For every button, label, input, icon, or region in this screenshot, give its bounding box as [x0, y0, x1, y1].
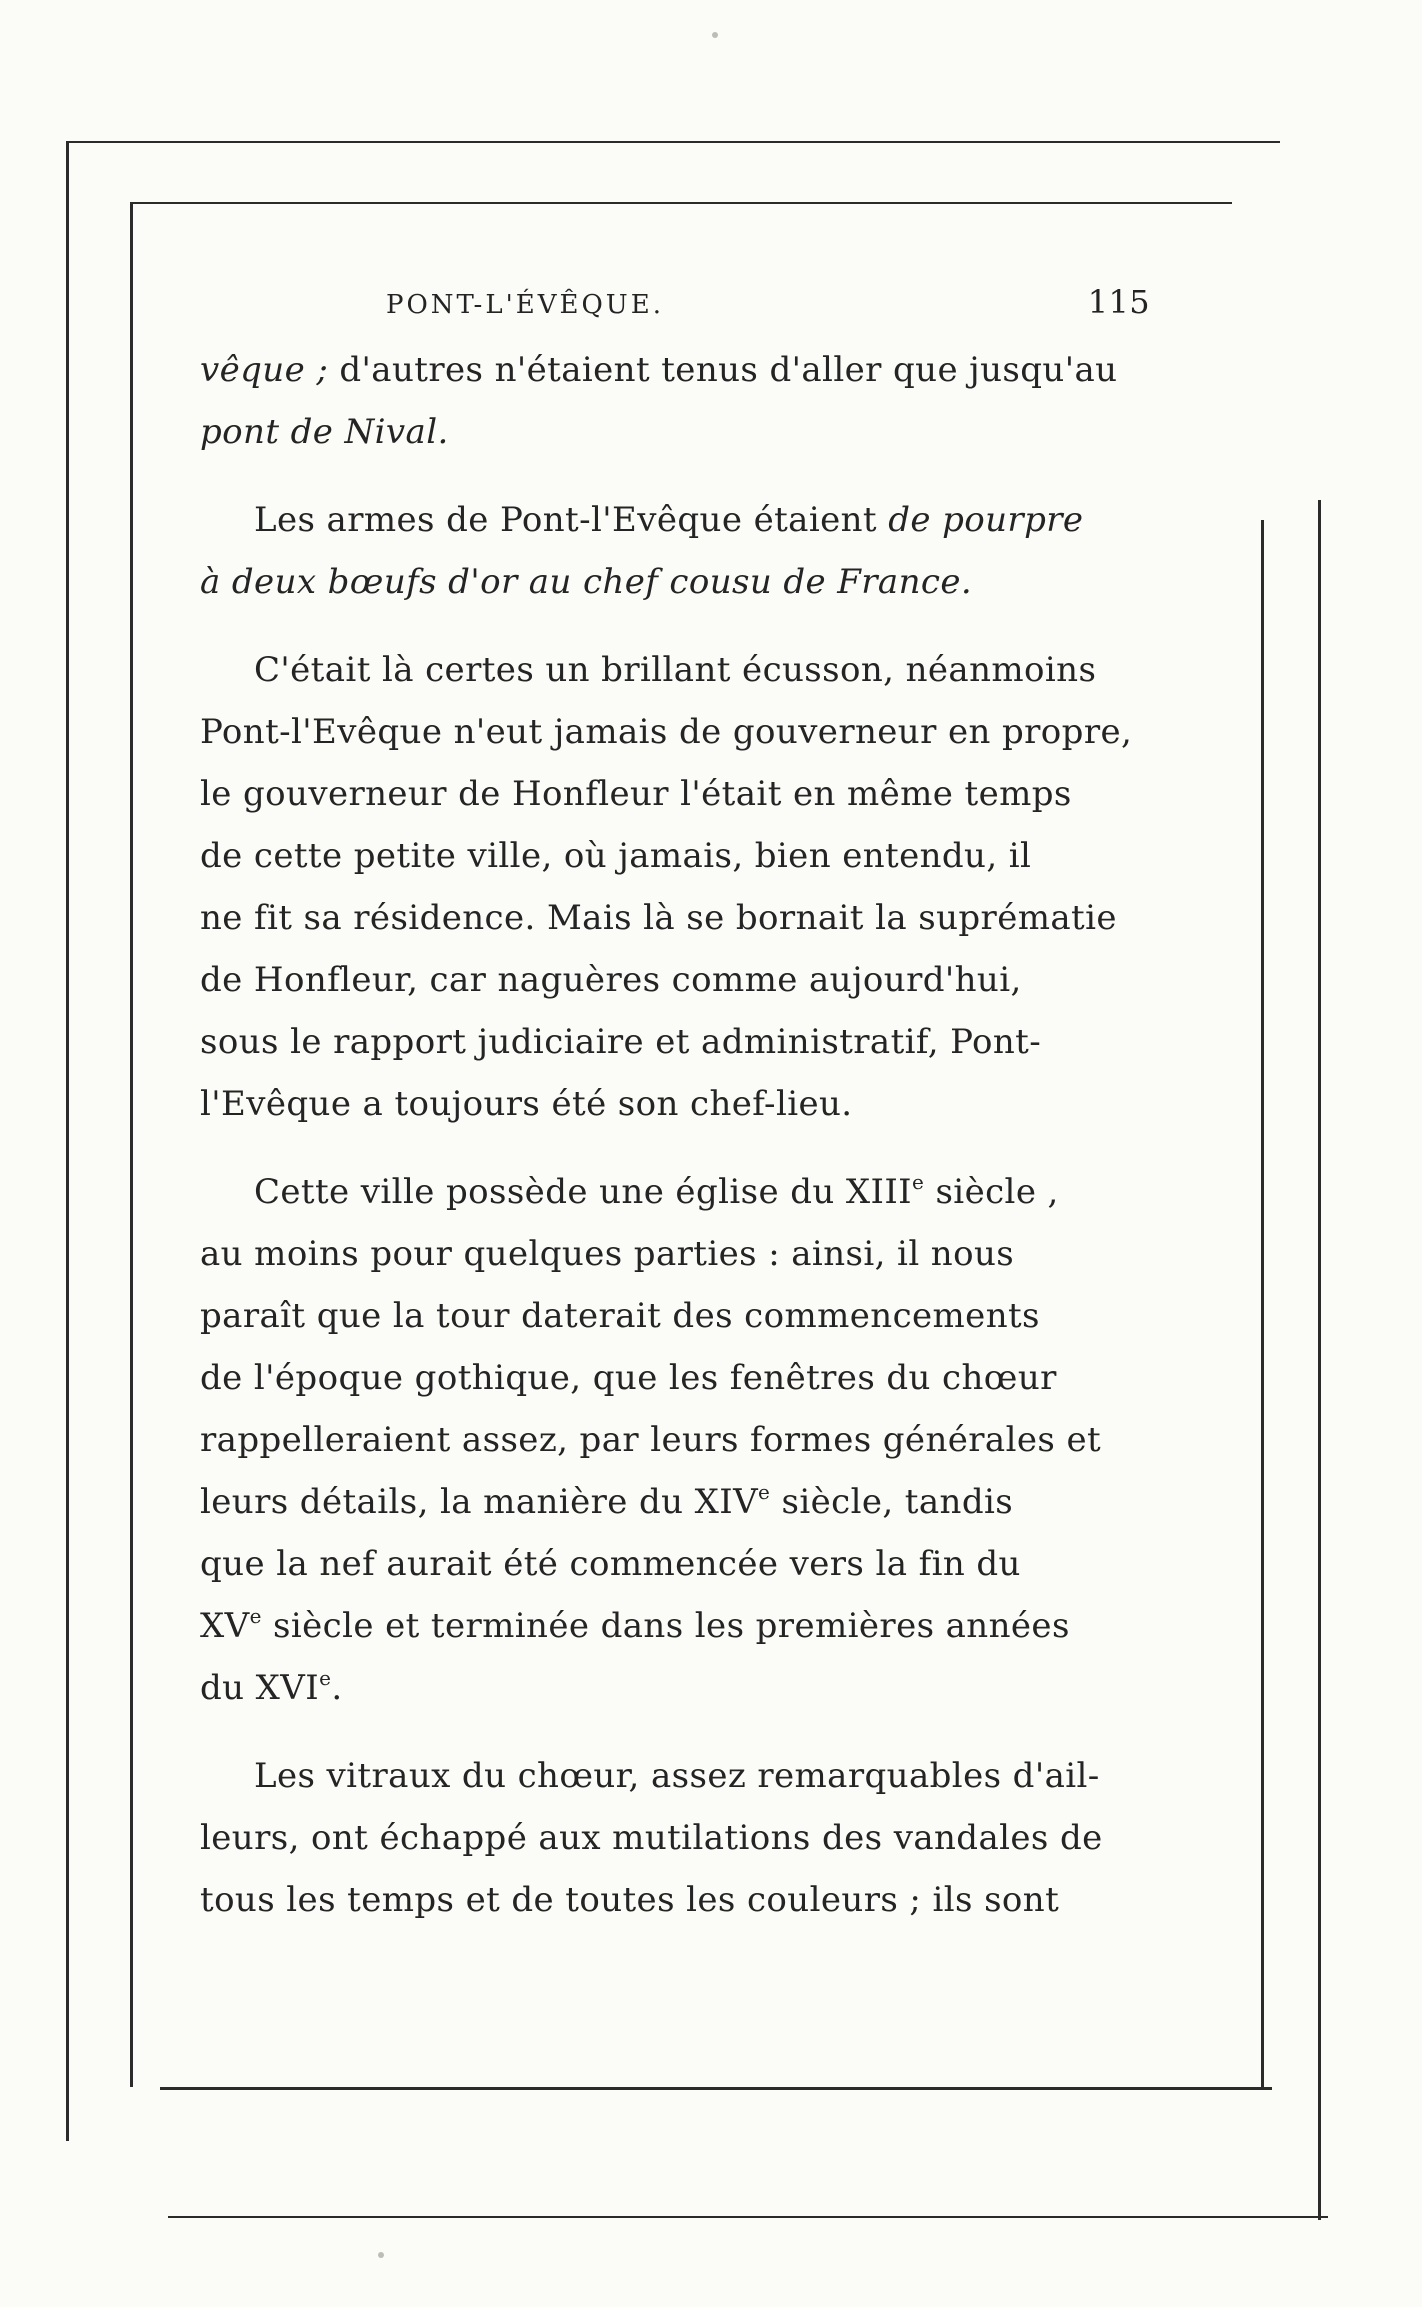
superscript: e	[758, 1480, 771, 1504]
text-line: que la nef aurait été commencée vers la fin du	[200, 1544, 1021, 1584]
text-line: pont de Nival.	[200, 412, 449, 452]
page-number: 115	[1087, 283, 1150, 321]
text-line	[200, 1161, 1180, 1223]
text-line	[200, 1657, 1180, 1719]
outer-frame-right-line	[1318, 500, 1321, 2220]
outer-frame-bottom-line	[168, 2216, 1328, 2218]
text-line: de cette petite ville, où jamais, bien entendu, il	[200, 836, 1032, 876]
text-line: Pont-l'Evêque n'eut jamais de gouverneur en propre,	[200, 712, 1133, 752]
text-span: d'autres n'étaient tenus d'aller que jusqu'au	[328, 350, 1118, 390]
text-span: du XVI	[200, 1668, 320, 1708]
text-line: C'était là certes un brillant écusson, néanmoins	[254, 650, 1097, 690]
text-span: Les armes de Pont-l'Evêque étaient	[254, 500, 889, 540]
text-line: de l'époque gothique, que les fenêtres du chœur	[200, 1358, 1057, 1398]
superscript: e	[319, 1666, 332, 1690]
paragraph-governor	[200, 639, 1180, 1135]
text-line: l'Evêque a toujours été son chef-lieu.	[200, 1084, 853, 1124]
paragraph-windows	[200, 1745, 1180, 1931]
outer-frame-top-line	[66, 141, 1280, 143]
paragraph-continuation	[200, 339, 1180, 463]
running-head-title: PONT-L'ÉVÊQUE.	[386, 290, 664, 320]
superscript: e	[249, 1604, 262, 1628]
text-line: leurs, ont échappé aux mutilations des vandales de	[200, 1818, 1103, 1858]
text-line: rappelleraient assez, par leurs formes générales et	[200, 1420, 1102, 1460]
text-span: Cette ville possède une église du XIII	[254, 1172, 912, 1212]
text-line: de Honfleur, car naguères comme aujourd'hui,	[200, 960, 1022, 1000]
paper-speck	[378, 2252, 384, 2258]
italic-text: de pourpre	[888, 500, 1084, 540]
text-span: .	[331, 1668, 343, 1708]
text-line: tous les temps et de toutes les couleurs ; ils sont	[200, 1880, 1060, 1920]
text-span: siècle, tandis	[770, 1482, 1014, 1522]
paragraph-gap	[200, 1719, 1180, 1745]
text-line: Les vitraux du chœur, assez remarquables d'ail-	[254, 1756, 1100, 1796]
superscript: e	[912, 1170, 925, 1194]
inner-frame-right-line	[1261, 520, 1264, 2090]
text-line	[200, 1595, 1180, 1657]
text-line	[200, 339, 1180, 401]
text-span: XV	[200, 1606, 250, 1646]
text-line: sous le rapport judiciaire et administratif, Pont-	[200, 1022, 1042, 1062]
text-line	[200, 489, 1180, 551]
text-span: siècle et terminée dans les premières années	[261, 1606, 1070, 1646]
paragraph-gap	[200, 613, 1180, 639]
paragraph-gap	[200, 1135, 1180, 1161]
page-text	[200, 272, 1180, 1931]
inner-frame-top-line	[130, 202, 1232, 204]
text-line: le gouverneur de Honfleur l'était en même temps	[200, 774, 1072, 814]
paragraph-arms	[200, 489, 1180, 613]
outer-frame-left-line	[66, 141, 69, 2141]
text-line: au moins pour quelques parties : ainsi, il nous	[200, 1234, 1015, 1274]
text-line: à deux bœufs d'or au chef cousu de France.	[200, 562, 973, 602]
text-line: ne fit sa résidence. Mais là se bornait la suprématie	[200, 898, 1117, 938]
text-span: leurs détails, la manière du XIV	[200, 1482, 759, 1522]
paragraph-gap	[200, 463, 1180, 489]
running-head	[200, 272, 1180, 335]
inner-frame-left-line	[130, 202, 133, 2087]
text-line: paraît que la tour daterait des commencements	[200, 1296, 1040, 1336]
italic-text: vêque ;	[200, 350, 329, 390]
paragraph-church	[200, 1161, 1180, 1719]
paper-speck	[712, 32, 718, 38]
text-span: siècle ,	[924, 1172, 1059, 1212]
text-line	[200, 1471, 1180, 1533]
inner-frame-bottom-line	[160, 2087, 1272, 2090]
